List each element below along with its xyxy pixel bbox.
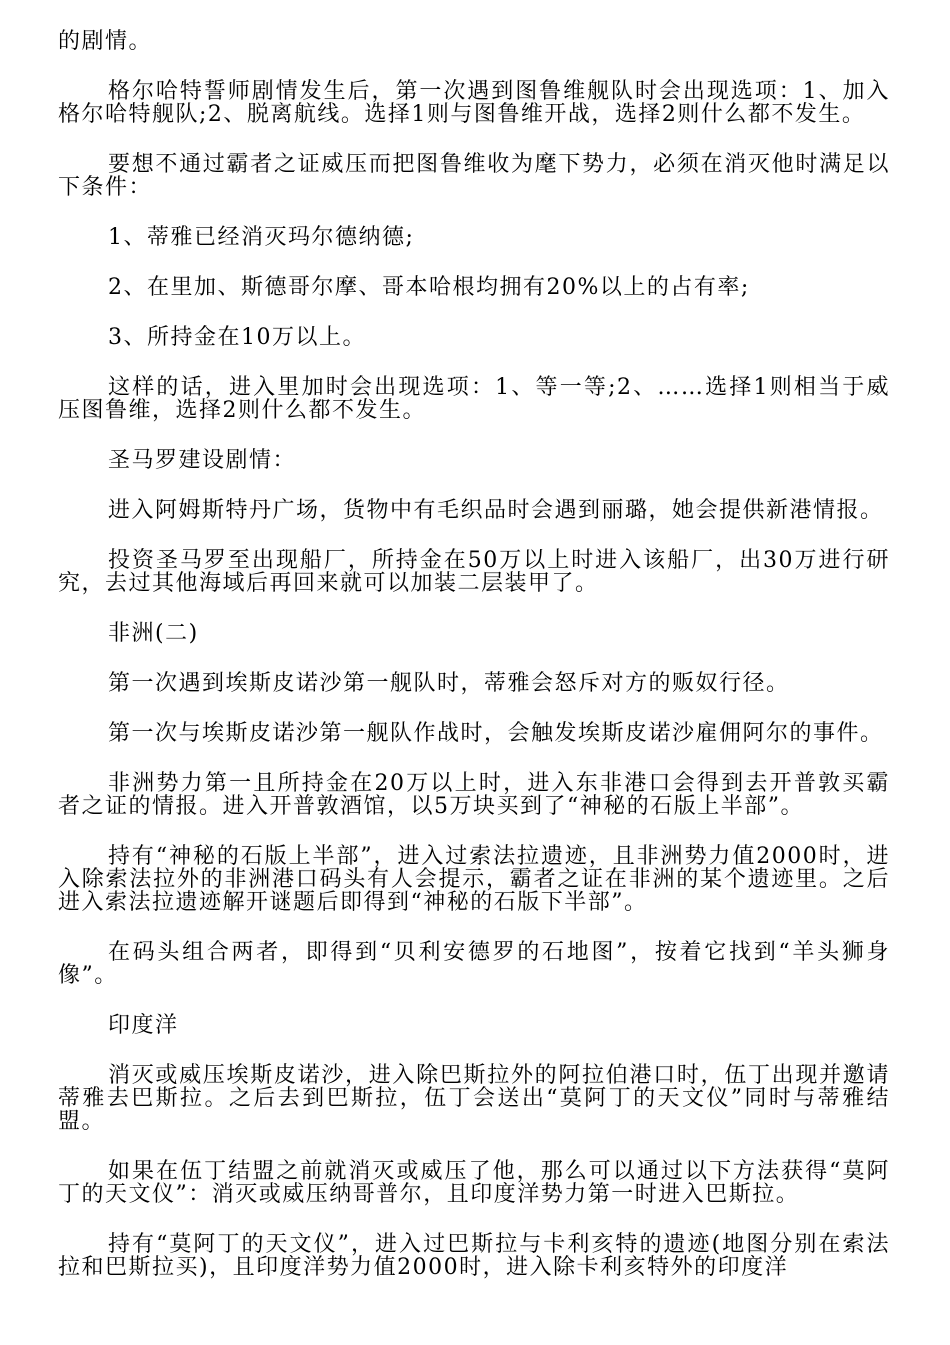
- paragraph: 的剧情。: [58, 29, 153, 54]
- paragraph: 持有“莫阿丁的天文仪”，进入过巴斯拉与卡利亥特的遗迹(地图分别在索法拉和巴斯拉买)，且印度洋势力值2000时，进入除卡利亥特外的印度洋: [58, 1232, 890, 1280]
- paragraph: 进入阿姆斯特丹广场，货物中有毛织品时会遇到丽璐，她会提供新港情报。: [108, 498, 884, 523]
- paragraph: 这样的话，进入里加时会出现选项：1、等一等;2、……选择1则相当于威压图鲁维，选择2则什么都不发生。: [58, 375, 890, 423]
- paragraph: 要想不通过霸者之证威压而把图鲁维收为麾下势力，必须在消灭他时满足以下条件：: [58, 152, 890, 200]
- paragraph: 投资圣马罗至出现船厂，所持金在50万以上时进入该船厂，出30万进行研究，去过其他海域后再回来就可以加装二层装甲了。: [58, 548, 890, 596]
- paragraph: 第一次遇到埃斯皮诺沙第一舰队时，蒂雅会怒斥对方的贩奴行径。: [108, 671, 790, 696]
- list-item: 1、蒂雅已经消灭玛尔德纳德;: [108, 225, 415, 250]
- list-item: 2、在里加、斯德哥尔摩、哥本哈根均拥有20%以上的占有率;: [108, 275, 750, 300]
- paragraph: 如果在伍丁结盟之前就消灭或威压了他，那么可以通过以下方法获得“莫阿丁的天文仪”：消灭或威压纳哥普尔，且印度洋势力第一时进入巴斯拉。: [58, 1159, 890, 1207]
- paragraph: 非洲势力第一且所持金在20万以上时，进入东非港口会得到去开普敦买霸者之证的情报。进入开普敦酒馆，以5万块买到了“神秘的石版上半部”。: [58, 771, 890, 819]
- section-heading: 印度洋: [108, 1013, 179, 1038]
- section-heading: 圣马罗建设剧情：: [108, 448, 297, 473]
- paragraph: 格尔哈特誓师剧情发生后，第一次遇到图鲁维舰队时会出现选项：1、加入格尔哈特舰队;2、脱离航线。选择1则与图鲁维开战，选择2则什么都不发生。: [58, 79, 890, 127]
- paragraph: 在码头组合两者，即得到“贝利安德罗的石地图”，按着它找到“羊头狮身像”。: [58, 940, 890, 988]
- section-heading: 非洲(二): [108, 621, 199, 646]
- paragraph: 持有“神秘的石版上半部”，进入过索法拉遗迹，且非洲势力值2000时，进入除索法拉外的非洲港口码头有人会提示，霸者之证在非洲的某个遗迹里。之后进入索法拉遗迹解开谜题后即得到“神秘的石版下半部”。: [58, 844, 890, 915]
- list-item: 3、所持金在10万以上。: [108, 325, 366, 350]
- paragraph: 第一次与埃斯皮诺沙第一舰队作战时，会触发埃斯皮诺沙雇佣阿尔的事件。: [108, 721, 884, 746]
- paragraph: 消灭或威压埃斯皮诺沙，进入除巴斯拉外的阿拉伯港口时，伍丁出现并邀请蒂雅去巴斯拉。之后去到巴斯拉，伍丁会送出“莫阿丁的天文仪”同时与蒂雅结盟。: [58, 1063, 890, 1134]
- document-body: [58, 30, 890, 1306]
